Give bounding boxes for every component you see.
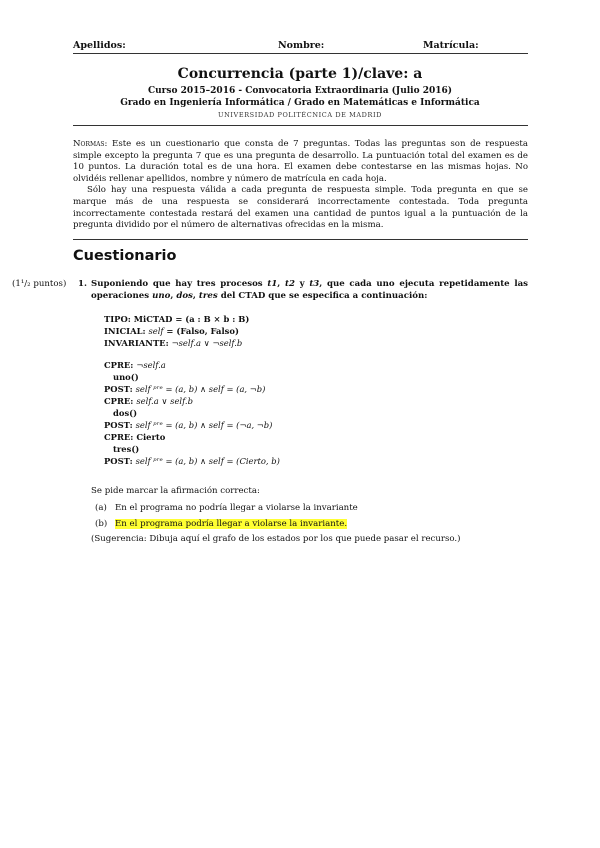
spec-op-tres: tres() bbox=[113, 444, 140, 454]
op-tres: tres bbox=[198, 290, 218, 301]
apellidos-label: Apellidos: bbox=[73, 40, 126, 51]
spec-post-tres: POST: self ᵖʳᵉ = (a, b) ∧ self = (Cierto, b) bbox=[104, 456, 280, 466]
spec-tipo: TIPO: MiCTAD = (a : B × b : B) bbox=[104, 314, 250, 324]
option-b[interactable]: En el programa podría llegar a violarse la invariante. bbox=[115, 519, 348, 529]
rules-paragraph-2: Sólo hay una respuesta válida a cada pregunta de respuesta simple. Toda pregunta en que se marque más de una respuesta se considerará incorrectamente contestada. Toda pregunta incorrectamente contestada restará del examen una cantidad de puntos igual a la puntuación de la pregunta dividido por el número de alternativas ofrecidas en la misma. bbox=[73, 185, 528, 231]
university-line: UNIVERSIDAD POLITÉCNICA DE MADRID bbox=[218, 111, 382, 119]
op-uno: uno bbox=[152, 290, 171, 301]
process-t2: t2 bbox=[284, 279, 295, 289]
spec-post-uno: POST: self ᵖʳᵉ = (a, b) ∧ self = (a, ¬b) bbox=[104, 384, 266, 394]
option-a[interactable]: En el programa no podría llegar a violarse la invariante bbox=[115, 503, 358, 513]
rules-block bbox=[73, 139, 528, 232]
title-rule bbox=[73, 125, 528, 126]
spec-cpre-tres: CPRE: Cierto bbox=[104, 432, 166, 442]
section-title: Cuestionario bbox=[73, 248, 177, 264]
process-t3: t3 bbox=[309, 279, 320, 289]
spec-cpre-uno: CPRE: ¬self.a bbox=[104, 360, 166, 370]
rules-rule bbox=[73, 239, 528, 240]
matricula-label: Matrícula: bbox=[423, 40, 479, 51]
spec-op-uno: uno() bbox=[113, 372, 139, 382]
question-points: (1¹/₂ puntos) bbox=[12, 279, 67, 289]
question-number: 1. bbox=[78, 279, 87, 289]
spec-invariante: INVARIANTE: ¬self.a ∨ ¬self.b bbox=[104, 338, 243, 348]
option-a-letter[interactable]: (a) bbox=[95, 503, 107, 513]
exam-title: Concurrencia (parte 1)/clave: a bbox=[177, 66, 423, 82]
process-t1: t1 bbox=[267, 279, 278, 289]
question-text: Suponiendo que hay tres procesos t1, t2 y t3, que cada uno ejecuta repetidamente las operaciones uno, dos, tres del CTAD que se especifica a continuación: bbox=[91, 279, 528, 301]
op-dos: dos bbox=[176, 290, 193, 301]
degree-line: Grado en Ingeniería Informática / Grado en Matemáticas e Informática bbox=[120, 98, 480, 108]
rules-label: Normas bbox=[73, 139, 105, 149]
question-prompt: Se pide marcar la afirmación correcta: bbox=[91, 486, 260, 496]
nombre-label: Nombre: bbox=[278, 40, 325, 51]
course-line: Curso 2015–2016 - Convocatoria Extraordinaria (Julio 2016) bbox=[147, 86, 453, 96]
option-b-letter[interactable]: (b) bbox=[95, 519, 108, 529]
spec-inicial: INICIAL: self = (Falso, Falso) bbox=[104, 326, 239, 336]
spec-op-dos: dos() bbox=[113, 408, 138, 418]
rules-paragraph-1: : Este es un cuestionario que consta de 7 preguntas. Todas las preguntas son de respuesta simple excepto la pregunta 7 que es una pregunta de desarrollo. La puntuación total del examen es de 10 puntos. La duración total es de una hora. El examen debe contestarse en las mismas hojas. No olvidéis rellenar apellidos, nombre y número de matrícula en cada hoja. bbox=[73, 139, 528, 184]
hint-text: (Sugerencia: Dibuja aquí el grafo de los estados por los que puede pasar el recurso.) bbox=[91, 534, 461, 544]
spec-cpre-dos: CPRE: self.a ∨ self.b bbox=[104, 396, 193, 406]
spec-post-dos: POST: self ᵖʳᵉ = (a, b) ∧ self = (¬a, ¬b) bbox=[104, 420, 273, 430]
header-rule bbox=[73, 53, 528, 54]
